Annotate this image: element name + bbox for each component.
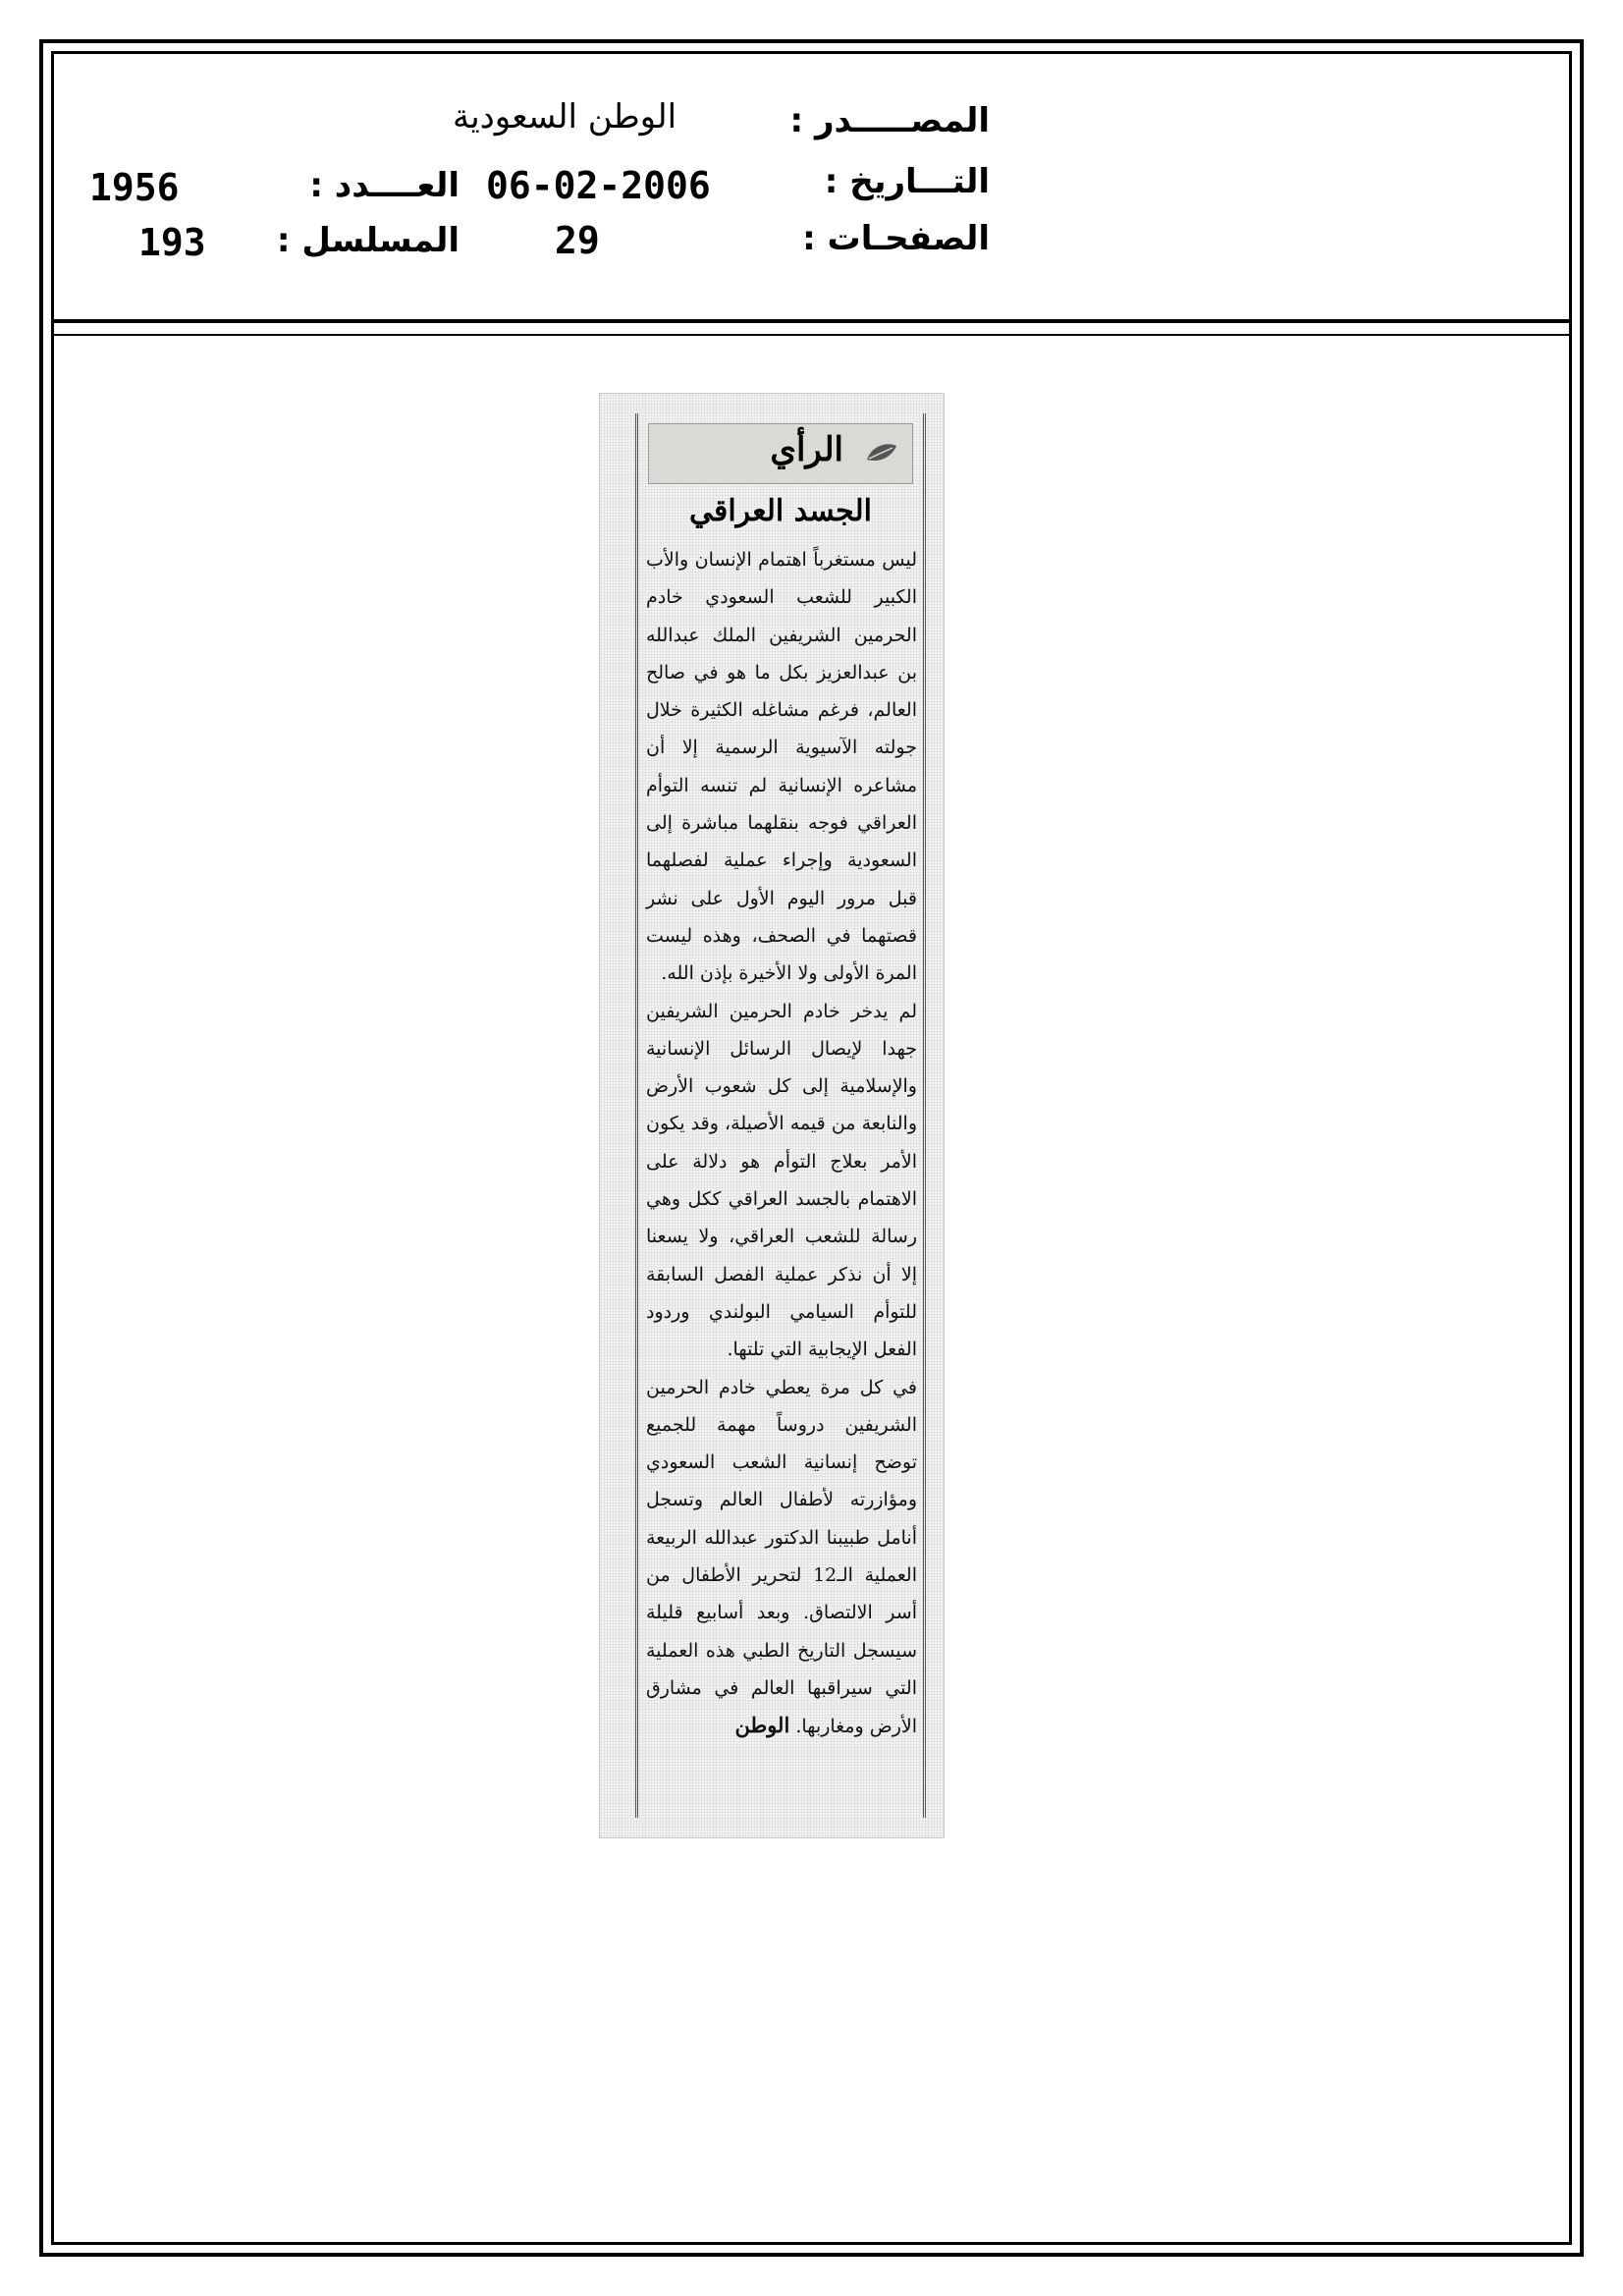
- section-banner: [648, 423, 913, 484]
- article-paragraph: ليس مستغرباً اهتمام الإنسان والأب الكبير للشعب السعودي خادم الحرمين الشريفين الملك عبدالله بن عبدالعزيز بكل ما هو في صالح العالم، فرغم مشاغله الكثيرة خلال جولته الآسيوية الرسمية إلا أن مشاعره الإنسانية لم تنسه التوأم العراقي فوجه بنقلهما مباشرة إلى السعودية وإجراء عملية لفصلهما قبل مرور اليوم الأول على نشر قصتهما في الصحف، وهذه ليست المرة الأولى ولا الأخيرة بإذن الله.: [646, 549, 917, 985]
- article-paragraph-text: في كل مرة يعطي خادم الحرمين الشريفين دروساً مهمة للجميع توضح إنسانية الشعب السعودي ومؤازرته لأطفال العالم وتسجل أنامل طبيبنا الدكتور عبدالله الربيعة العملية الـ12 لتحرير الأطفال من أسر الالتصاق. وبعد أسابيع قليلة سيسجل التاريخ الطبي هذه العملية التي سيراقبها العالم في مشارق الأرض ومغاربها.: [646, 1376, 917, 1738]
- article-column: [635, 413, 926, 1818]
- serial-label: المسلسل :: [276, 221, 460, 260]
- leaf-icon: [865, 440, 898, 465]
- section-title: الرأي: [770, 430, 843, 469]
- article-paragraph: لم يدخر خادم الحرمين الشريفين جهدا لإيصال الرسائل الإنسانية والإسلامية إلى كل شعوب الأرض والنابعة من قيمه الأصيلة، وقد يكون الأمر بعلاج التوأم هو دلالة على الاهتمام بالجسد العراقي ككل وهي رسالة للشعب العراقي، ولا يسعنا إلا أن نذكر عملية الفصل السابقة للتوأم السيامي البولندي وردود الفعل الإيجابية التي تلتها.: [646, 1000, 917, 1361]
- article-title: الجسد العراقي: [689, 494, 872, 528]
- serial-value: 193: [138, 221, 206, 264]
- header-divider: [51, 319, 1572, 323]
- article-body: [646, 541, 917, 1746]
- document-header: [54, 54, 1569, 319]
- date-value: 06-02-2006: [486, 164, 711, 207]
- pages-label: الصفحـات :: [802, 219, 990, 258]
- source-label: المصـــــدر :: [789, 101, 990, 140]
- source-value: الوطن السعودية: [452, 97, 677, 137]
- date-label: التـــاريخ :: [824, 162, 990, 201]
- issue-value: 1956: [89, 166, 180, 209]
- issue-label: العــــدد :: [309, 166, 460, 205]
- header-divider-thin: [51, 334, 1572, 336]
- newspaper-clipping: [599, 393, 945, 1838]
- newspaper-signature: الوطن: [734, 1713, 790, 1738]
- pages-value: 29: [555, 219, 600, 262]
- article-paragraph: [646, 1369, 917, 1746]
